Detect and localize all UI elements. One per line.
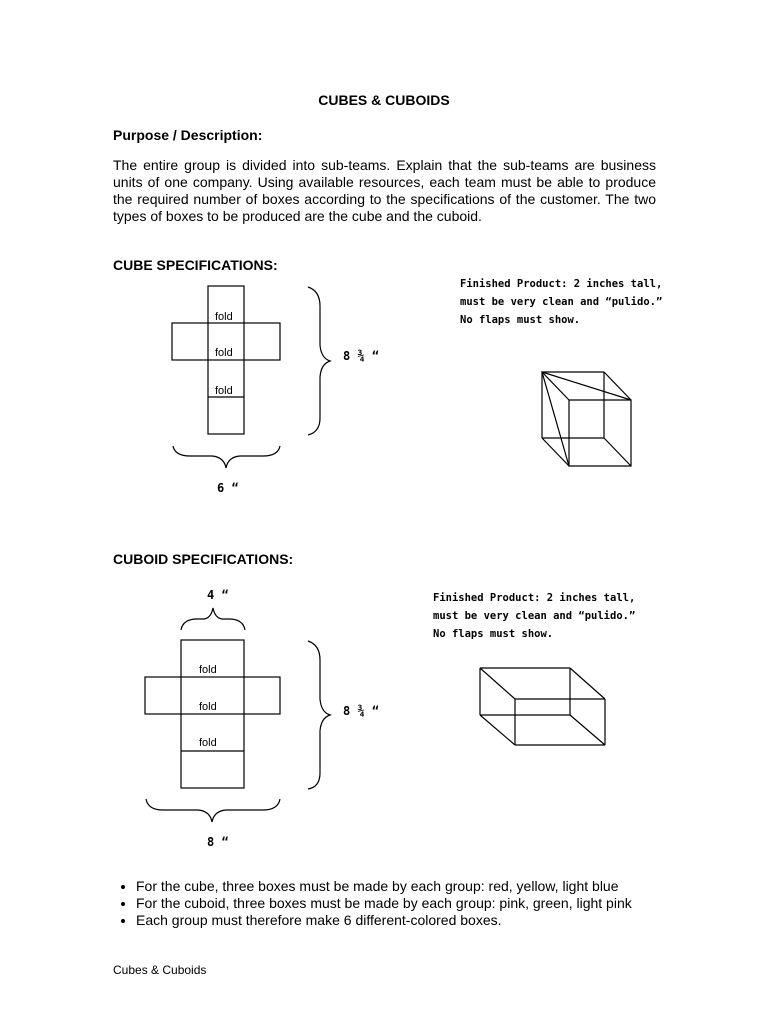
cube-width-label: 6 “ (217, 481, 239, 495)
purpose-heading: Purpose / Description: (113, 127, 263, 143)
list-item: • For the cuboid, three boxes must be made by each group: pink, green, light pink (136, 895, 696, 912)
cuboid-width-label: 8 “ (207, 835, 229, 849)
cuboid-width-brace-top (181, 608, 245, 630)
cuboid-top-width-label: 4 “ (207, 588, 229, 602)
cuboid-net (145, 640, 280, 788)
cuboid-fold-label: fold (199, 737, 217, 749)
requirements-list (113, 878, 696, 929)
cube-wireframe (542, 372, 631, 466)
cube-width-brace (173, 446, 280, 468)
list-item: • Each group must therefore make 6 different-colored boxes. (136, 912, 696, 929)
cube-height-label: 8 ¾ “ (343, 349, 380, 363)
page-title: CUBES & CUBOIDS (318, 92, 450, 108)
cube-fold-label: fold (215, 347, 233, 359)
cuboid-height-brace (308, 641, 330, 789)
cube-height-brace (308, 287, 330, 435)
cuboid-width-brace (146, 799, 280, 822)
cuboid-specifications-heading: CUBOID SPECIFICATIONS: (113, 551, 294, 567)
cuboid-fold-label: fold (199, 664, 217, 676)
cube-fold-label: fold (215, 311, 233, 323)
cube-fold-label: fold (215, 385, 233, 397)
list-item: • For the cube, three boxes must be made by each group: red, yellow, light blue (136, 878, 696, 895)
cube-finished-product-note: Finished Product: 2 inches tall, must be very clean and “pulido.” No flaps must show. (460, 278, 663, 326)
cuboid-height-label: 8 ¾ “ (343, 704, 380, 718)
cube-net (172, 286, 280, 434)
cuboid-fold-label: fold (199, 701, 217, 713)
cube-specifications-heading: CUBE SPECIFICATIONS: (113, 257, 278, 273)
page-footer: Cubes & Cuboids (113, 963, 207, 977)
description-paragraph: The entire group is divided into sub-teams. Explain that the sub-teams are business units of one company. Using available resources, each team must be able to produce the required number of boxes according to the specifications of the customer. The two types of boxes to be produced are the cube and the cuboid. (113, 157, 656, 224)
cuboid-wireframe (480, 668, 605, 745)
cuboid-finished-product-note: Finished Product: 2 inches tall, must be very clean and “pulido.” No flaps must show. (433, 592, 636, 640)
